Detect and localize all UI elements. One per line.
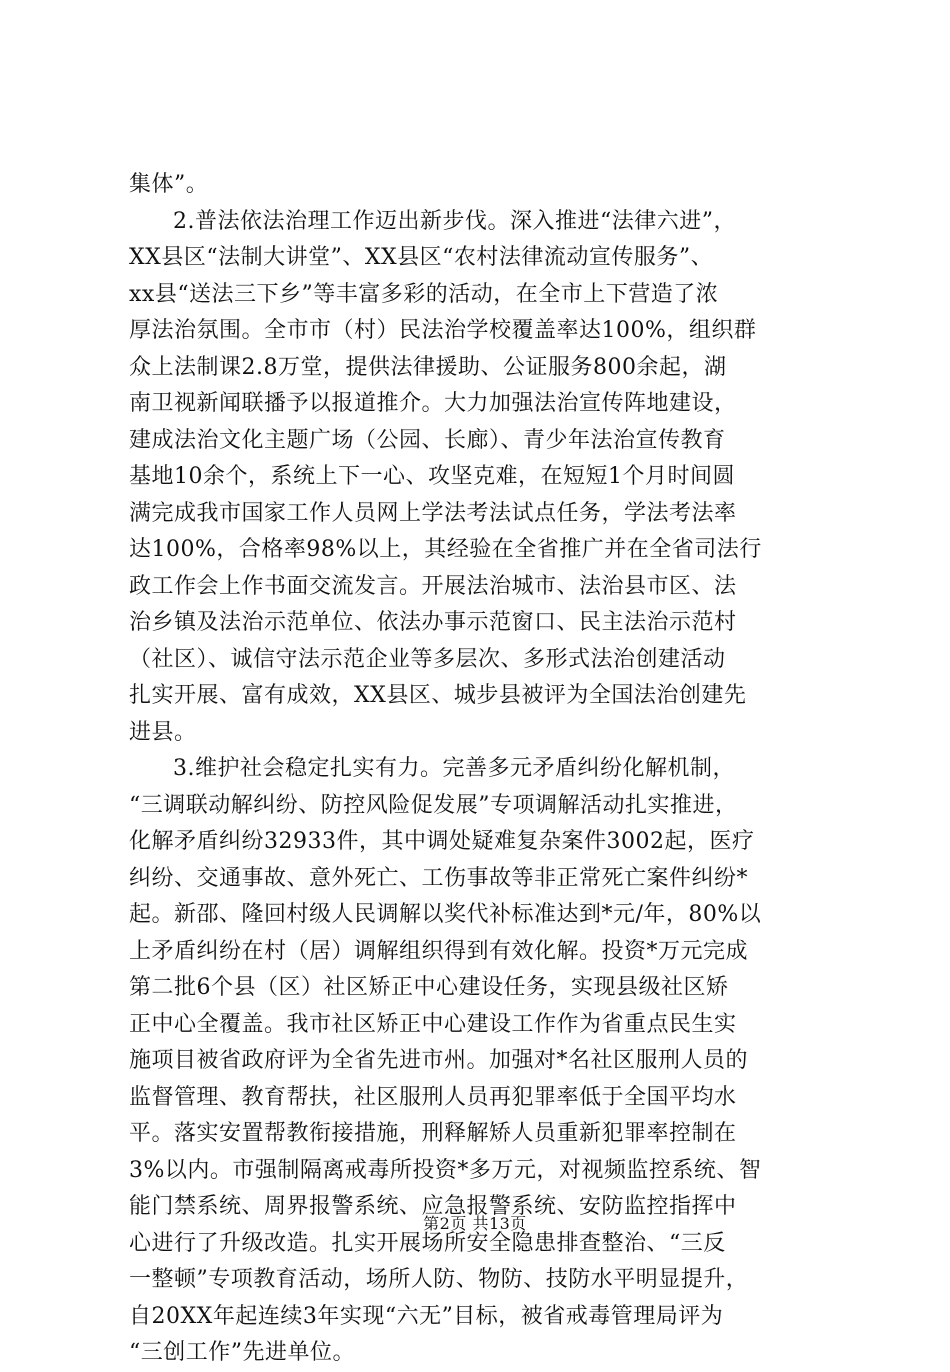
text-line: （社区）、诚信守法示范企业等多层次、多形式法治创建活动 (129, 646, 726, 672)
text-line: 上矛盾纠纷在村（居）调解组织得到有效化解。投资*万元完成 (129, 938, 749, 964)
paragraph-first-line: 2.普法依法治理工作迈出新步伐。深入推进“法律六进”， (173, 208, 736, 234)
text-line: 政工作会上作书面交流发言。开展法治城市、法治县市区、法 (129, 573, 737, 599)
text-line: 众上法制课2.8万堂，提供法律援助、公证服务800余起，湖 (129, 354, 727, 380)
text-line: 化解矛盾纠纷32933件，其中调处疑难复杂案件3002起，医疗 (129, 829, 755, 854)
text-line: 达100%，合格率98%以上，其经验在全省推广并在全省司法行 (129, 537, 762, 562)
text-line: 集体”。 (129, 172, 209, 197)
text-line: “三创工作”先进单位。 (129, 1340, 355, 1365)
text-line: 建成法治文化主题广场（公园、长廊）、青少年法治宣传教育 (129, 427, 726, 453)
text-line: 施项目被省政府评为全省先进市州。加强对*名社区服刑人员的 (129, 1048, 749, 1073)
text-line: 能门禁系统、周界报警系统、应急报警系统、安防监控指挥中 (129, 1194, 737, 1219)
text-line: 扎实开展、富有成效，XX县区、城步县被评为全国法治创建先 (129, 683, 747, 708)
text-line: 纠纷、交通事故、意外死亡、工伤事故等非正常死亡案件纠纷* (129, 865, 749, 891)
text-line: “三调联动解纠纷、防控风险促发展”专项调解活动扎实推进， (129, 792, 738, 818)
text-line: xx县“送法三下乡”等丰富多彩的活动，在全市上下营造了浓 (129, 281, 719, 307)
text-line: 厚法治氛围。全市市（村）民法治学校覆盖率达100%，组织群 (129, 318, 757, 343)
document-body (129, 167, 829, 1372)
text-line: 起。新邵、隆回村级人民调解以奖代补标准达到*元/年，80%以 (129, 902, 762, 927)
text-line: 南卫视新闻联播予以报道推介。大力加强法治宣传阵地建设， (129, 391, 737, 416)
page-footer: 第2页 共13页 (423, 1214, 527, 1233)
text-line: 一整顿”专项教育活动，场所人防、物防、技防水平明显提升， (129, 1267, 749, 1292)
paragraph-first-line: 3.维护社会稳定扎实有力。完善多元矛盾纠纷化解机制， (173, 756, 735, 781)
text-line: 自20XX年起连续3年实现“六无”目标，被省戒毒管理局评为 (129, 1303, 724, 1329)
text-line: 治乡镇及法治示范单位、依法办事示范窗口、民主法治示范村 (129, 610, 737, 635)
text-line: XX县区“法制大讲堂”、XX县区“农村法律流动宣传服务”、 (129, 245, 714, 270)
text-line: 监督管理、教育帮扶，社区服刑人员再犯罪率低于全国平均水 (129, 1084, 737, 1110)
text-line: 平。落实安置帮教衔接措施，刑释解矫人员重新犯罪率控制在 (129, 1121, 737, 1146)
text-line: 第二批6个县（区）社区矫正中心建设任务，实现县级社区矫 (129, 975, 729, 1000)
text-line: 进县。 (129, 719, 197, 745)
text-line: 正中心全覆盖。我市社区矫正中心建设工作作为省重点民生实 (129, 1011, 737, 1037)
text-line: 心进行了升级改造。扎实开展场所安全隐患排查整治、“三反 (129, 1230, 726, 1256)
text-line: 满完成我市国家工作人员网上学法考法试点任务，学法考法率 (129, 500, 737, 526)
text-line: 基地10余个，系统上下一心、攻坚克难，在短短1个月时间圆 (129, 464, 735, 489)
text-line: 3%以内。市强制隔离戒毒所投资*多万元，对视频监控系统、智 (129, 1157, 762, 1183)
